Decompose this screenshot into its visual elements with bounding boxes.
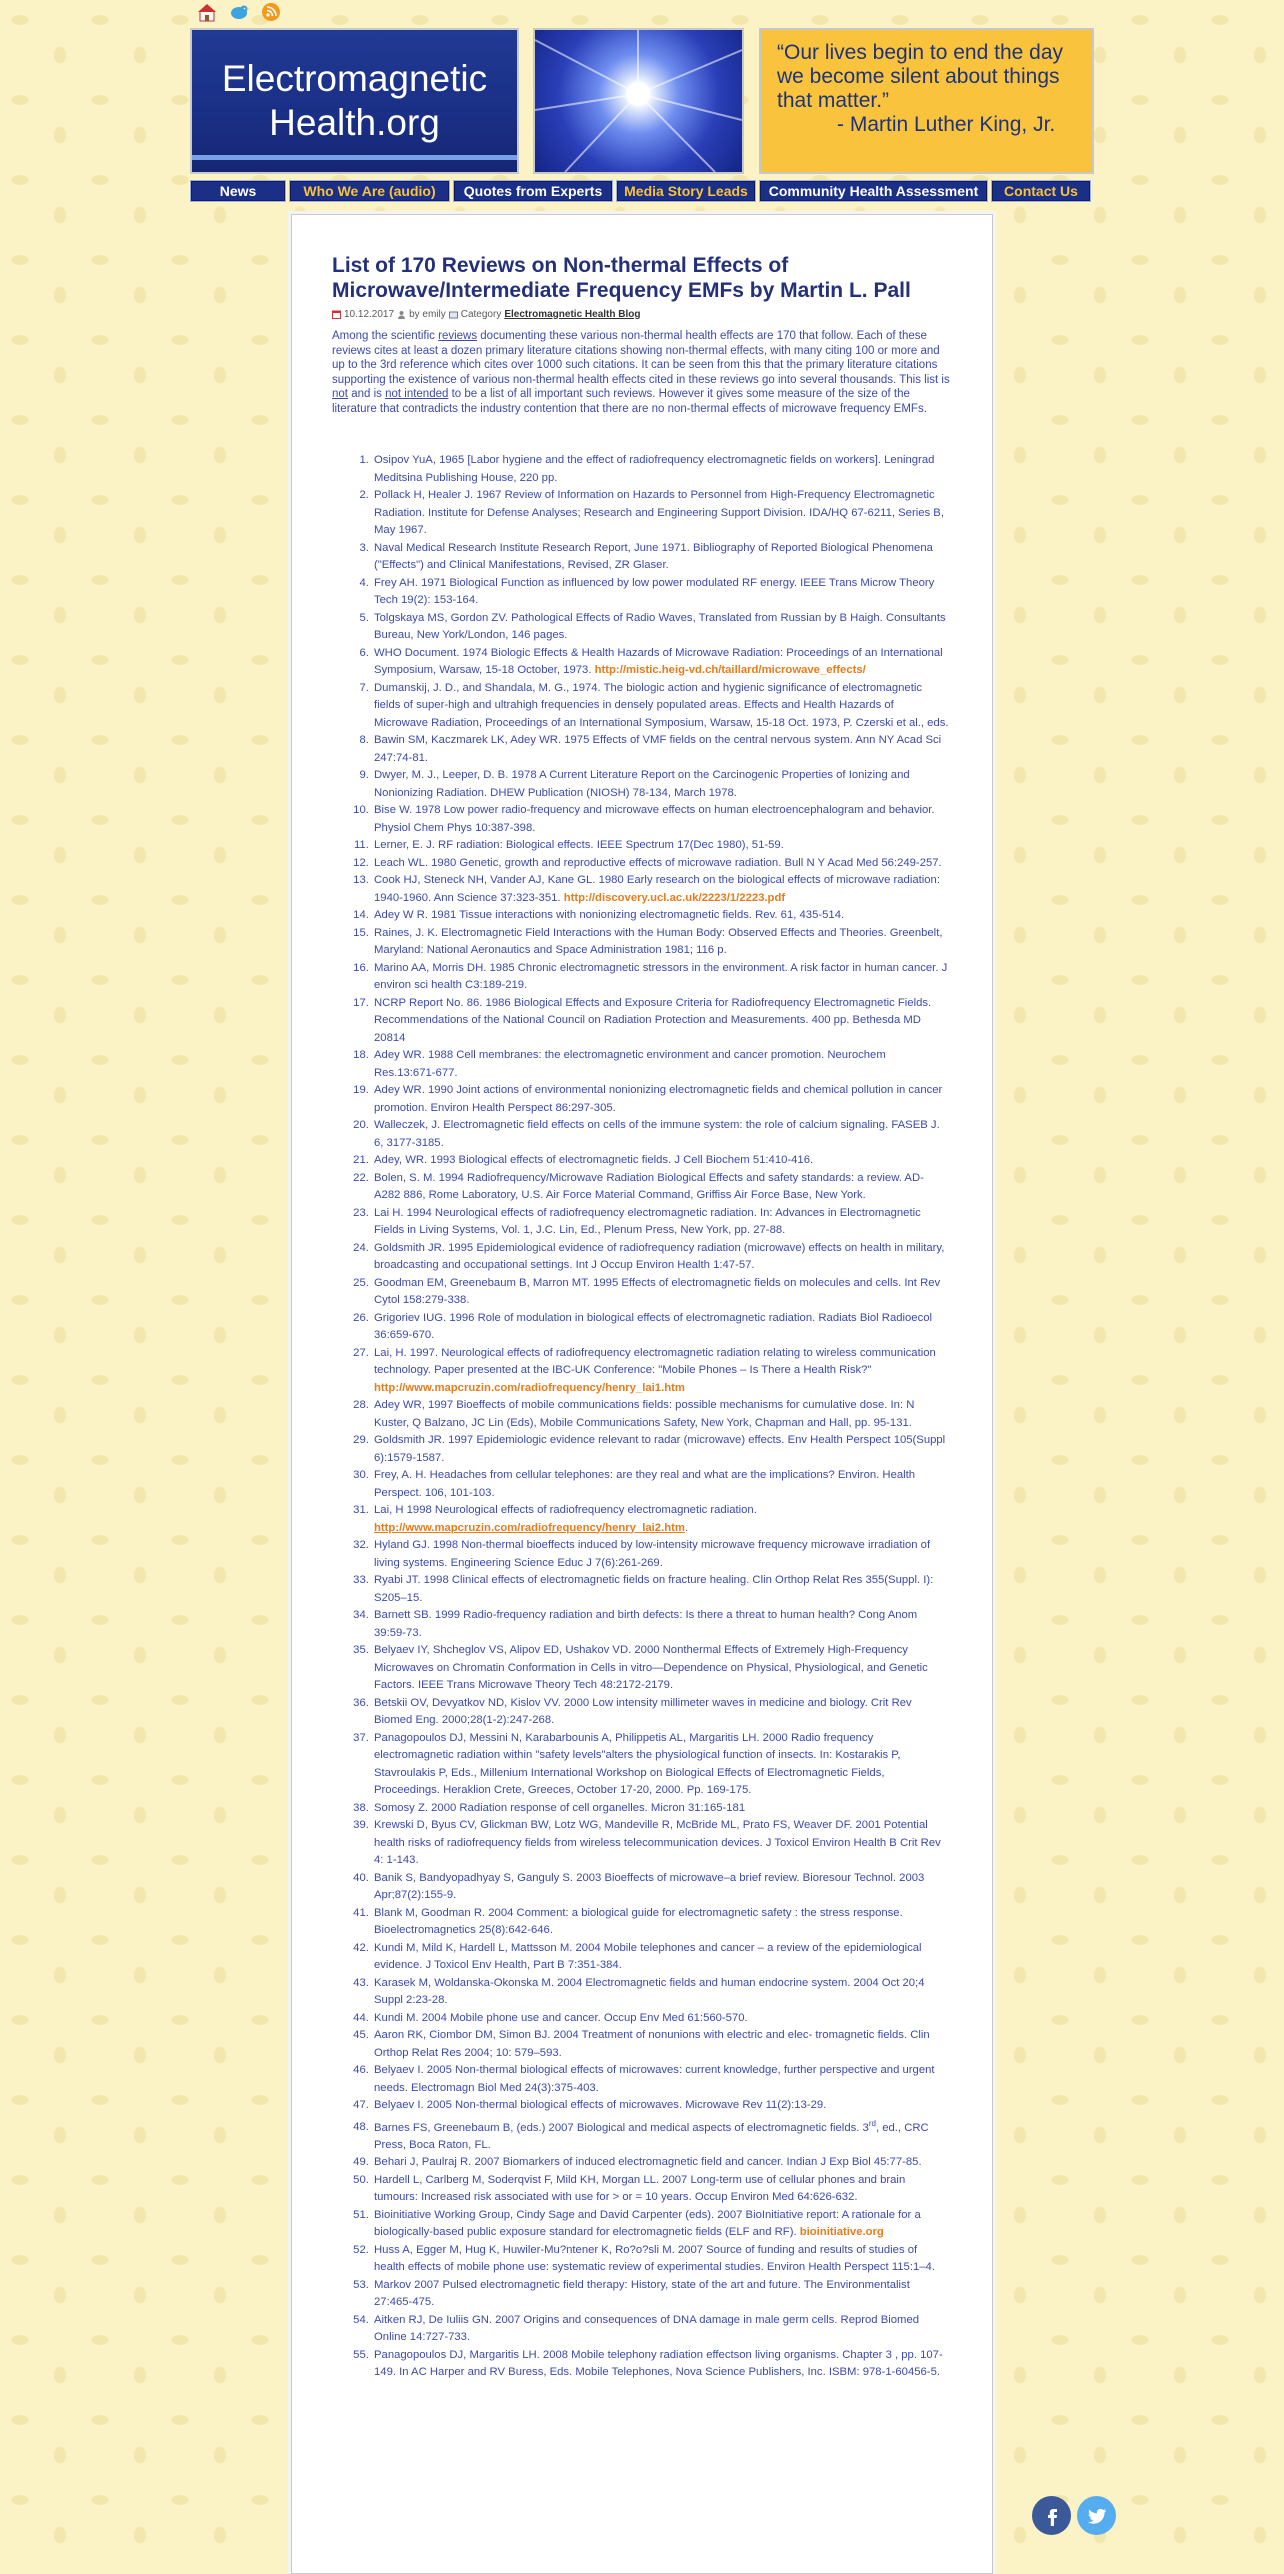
reference-item <box>372 1607 950 1642</box>
reference-text: Barnes FS, Greenebaum B, (eds.) 2007 Biological and medical aspects of electromagnetic fields. 3 <box>374 2121 869 2134</box>
reference-text: Grigoriev IUG. 1996 Role of modulation in biological effects of electromagnetic radiation. Radiats Biol Radioecol 36:659-670. <box>374 1311 933 1341</box>
intro-text-b: documenting these various non-thermal health effects are 170 that follow. Each of these reviews cites at least a dozen primary literature citations showing non-thermal effects, with many citing 100 or more and up to the 3rd reference which cites over 1000 such citations. It can be seen from this that the primary literature citations supporting the existence of various non-thermal health effects cited in these reviews go into several thousands. This list is <box>332 330 950 386</box>
logo-line-2: Health.org <box>269 102 440 143</box>
reference-item <box>372 452 950 487</box>
reference-item <box>372 1817 950 1870</box>
twitter-bird-icon[interactable] <box>228 1 250 23</box>
intro-text-c: and is <box>348 388 386 400</box>
reference-list <box>332 452 950 2382</box>
reference-text: Dwyer, M. J., Leeper, D. B. 1978 A Current Literature Report on the Carcinogenic Properties of Ionizing and Nonionizing Radiation. DHEW Publication (NIOSH) 78-134, March 1978. <box>374 769 910 799</box>
reference-item <box>372 1152 950 1170</box>
nav-who-we-are[interactable]: Who We Are (audio) <box>289 180 450 202</box>
reference-text: Belyaev I. 2005 Non-thermal biological effects of microwaves: current knowledge, further perspective and urgent needs. Electromagn Biol Med 24(3):375-403. <box>374 2064 935 2094</box>
reference-item <box>372 645 950 680</box>
reference-text: Kundi M. 2004 Mobile phone use and cancer. Occup Env Med 61:560-570. <box>374 2011 748 2024</box>
reference-text: Raines, J. K. Electromagnetic Field Interactions with the Human Body: Observed Effects and Theories. Greenbelt, Maryland: National Aeronautics and Space Administration 1981; 116 p. <box>374 926 943 956</box>
reference-text: Adey WR, 1997 Bioeffects of mobile communications fields: possible mechanisms for cumulative dose. In: N Kuster, Q Balzano, JC Lin (Eds), Mobile Communications Safety, New York, Chapman and Hall, pp. 95-131. <box>374 1399 915 1429</box>
reference-item <box>372 1240 950 1275</box>
intro-reviews-link[interactable]: reviews <box>438 330 478 342</box>
reference-text: Lai, H. 1997. Neurological effects of radiofrequency electromagnetic radiation relating to wireless communication technology. Paper presented at the IBC-UK Conference: "Mobile Phones – Is There a Health Risk?" <box>374 1346 936 1376</box>
reference-item <box>372 2010 950 2028</box>
reference-text: Behari J, Paulraj R. 2007 Biomarkers of induced electromagnetic field and cancer. Indian J Exp Biol 45:77-85. <box>374 2156 922 2169</box>
site-logo[interactable] <box>190 28 519 174</box>
reference-item <box>372 802 950 837</box>
reference-text: Adey W R. 1981 Tissue interactions with nonionizing electromagnetic fields. Rev. 61, 435-514. <box>374 909 845 921</box>
reference-item <box>372 1345 950 1398</box>
reference-text: Hyland GJ. 1998 Non-thermal bioeffects induced by low-intensity microwave frequency microwave irradiation of living systems. Engineering Science Educ J 7(6):261-269. <box>374 1539 931 1569</box>
reference-text: Blank M, Goodman R. 2004 Comment: a biological guide for electromagnetic safety : the stress response. Bioelectromagnetics 25(8):642-646. <box>374 1906 903 1936</box>
reference-text: Lai H. 1994 Neurological effects of radiofrequency electromagnetic radiation. In: Advances in Electromagnetic Fields in Living Systems, Vol. 1, J.C. Lin, Ed., Plenum Press, New York, pp. 27-88. <box>374 1206 921 1236</box>
reference-text: Naval Medical Research Institute Research Report, June 1971. Bibliography of Reported Biological Phenomena ("Effects") and Clinical Manifestations, Revised, ZR Glaser. <box>374 541 933 571</box>
reference-item <box>372 1695 950 1730</box>
reference-text: Osipov YuA, 1965 [Labor hygiene and the effect of radiofrequency electromagnetic fields on workers]. Leningrad Meditsina Publishing House, 220 pp. <box>374 454 935 484</box>
reference-item <box>372 1502 950 1537</box>
reference-item <box>372 1047 950 1082</box>
reference-link[interactable]: bioinitiative.org <box>799 2226 884 2239</box>
reference-text: Barnett SB. 1999 Radio-frequency radiation and birth defects: Is there a threat to human health? Cong Anom 39:59-73. <box>374 1609 918 1639</box>
twitter-icon[interactable] <box>1077 2496 1116 2535</box>
reference-link[interactable]: http://mistic.heig-vd.ch/taillard/microwave_effects/ <box>594 664 866 676</box>
reference-text: Goldsmith JR. 1997 Epidemiologic evidence relevant to radar (microwave) effects. Env Health Perspect 105(Suppl 6):1579-1587. <box>374 1434 946 1464</box>
post-category-label: Category <box>460 308 502 320</box>
reference-item <box>372 1467 950 1502</box>
reference-text: Bioinitiative Working Group, Cindy Sage and David Carpenter (eds). 2007 BioInitiative report: A rationale for a biologically-based public exposure standard for electromagnetic fields (ELF and RF). <box>374 2208 921 2239</box>
reference-text: Markov 2007 Pulsed electromagnetic field therapy: History, state of the art and future. The Environmentalist 27:465-475. <box>374 2278 910 2309</box>
reference-text: WHO Document. 1974 Biologic Effects & Health Hazards of Microwave Radiation: Proceedings of an International Symposium, Warsaw, 15-18 October, 1973. <box>374 646 943 676</box>
sunlight-banner-image <box>533 28 744 174</box>
reference-text: Huss A, Egger M, Hug K, Huwiler-Mu?ntener K, Ro?o?sli M. 2007 Source of funding and results of studies of health effects of mobile phone use: systematic review of experimental studies. Environ Health Perspect 115:1–4. <box>374 2243 935 2274</box>
reference-text: Leach WL. 1980 Genetic, growth and reproductive effects of microwave radiation. Bull N Y Acad Med 56:249-257. <box>374 856 942 869</box>
reference-text: Frey AH. 1971 Biological Function as influenced by low power modulated RF energy. IEEE Trans Microw Theory Tech 19(2): 153-164. <box>374 576 935 606</box>
facebook-icon[interactable] <box>1032 2496 1071 2535</box>
reference-item <box>372 2242 950 2277</box>
reference-text: Betskii OV, Devyatkov ND, Kislov VV. 2000 Low intensity millimeter waves in medicine and biology. Crit Rev Biomed Eng. 2000;28(1-2):247-268. <box>374 1696 912 1726</box>
home-icon[interactable] <box>196 1 218 23</box>
intro-text-a: Among the scientific <box>332 330 439 342</box>
reference-text: Adey, WR. 1993 Biological effects of electromagnetic fields. J Cell Biochem 51:410-416. <box>374 1154 814 1166</box>
reference-text: Aitken RJ, De Iuliis GN. 2007 Origins and consequences of DNA damage in male germ cells. Reprod Biomed Online 14:727-733. <box>374 2313 920 2344</box>
reference-text: Frey, A. H. Headaches from cellular telephones: are they real and what are the implications? Environ. Health Perspect. 106, 101-103. <box>374 1469 916 1499</box>
reference-text: Tolgskaya MS, Gordon ZV. Pathological Effects of Radio Waves, Translated from Russian by B Haigh. Consultants Bureau, New York/London, 146 pages. <box>374 611 946 641</box>
post-title[interactable]: List of 170 Reviews on Non-thermal Effects of Microwave/Intermediate Frequency EMFs by Martin L. Pall <box>332 254 911 302</box>
reference-item <box>372 2277 950 2312</box>
reference-text: NCRP Report No. 86. 1986 Biological Effects and Exposure Criteria for Radiofrequency Electromagnetic Fields. Recommendations of the National Council on Radiation Protection and Measurements. 400 pp. Bethesda MD 20814 <box>374 996 932 1044</box>
reference-item <box>372 2115 950 2155</box>
reference-link[interactable]: http://www.mapcruzin.com/radiofrequency/henry_lai2.htm <box>374 1521 685 1534</box>
reference-text: Adey WR. 1990 Joint actions of environmental nonionizing electromagnetic fields and chemical pollution in cancer promotion. Environ Health Perspect 86:297-305. <box>374 1084 943 1114</box>
nav-community-health-assessment[interactable]: Community Health Assessment <box>759 180 988 202</box>
reference-text: Krewski D, Byus CV, Glickman BW, Lotz WG, Mandeville R, McBride ML, Prato FS, Weaver DF. 2001 Potential health risks of radiofrequency fields from wireless telecommunication devices. J Toxicol Environ Health B Crit Rev 4: 1-143. <box>374 1819 941 1866</box>
reference-text: Banik S, Bandyopadhyay S, Ganguly S. 2003 Bioeffects of microwave–a brief review. Bioresour Technol. 2003 Apr;87(2):155-9. <box>374 1871 925 1901</box>
quote-text: “Our lives begin to end the day we become silent about things that matter.” <box>777 41 1064 112</box>
reference-item <box>372 1082 950 1117</box>
reference-item <box>372 2347 950 2382</box>
reference-item <box>372 2097 950 2115</box>
reference-link[interactable]: http://www.mapcruzin.com/radiofrequency/henry_lai1.htm <box>374 1381 685 1394</box>
reference-item <box>372 960 950 995</box>
reference-text: Panagopoulos DJ, Margaritis LH. 2008 Mobile telephony radiation effectson living organisms. Chapter 3 , pp. 107-149. In AC Harper and RV Buress, Eds. Mobile Telephones, Nova Science Publishers, Inc. ISBM: 978-1-60456-5. <box>374 2348 943 2379</box>
reference-item <box>372 1572 950 1607</box>
post-meta <box>332 307 950 321</box>
reference-superscript: rd <box>868 2118 876 2128</box>
site-header <box>190 28 1094 174</box>
reference-text: Belyaev I. 2005 Non-thermal biological effects of microwaves. Microwave Rev 11(2):13-29. <box>374 2099 827 2111</box>
reference-text: Lerner, E. J. RF radiation: Biological effects. IEEE Spectrum 17(Dec 1980), 51-59. <box>374 839 784 851</box>
reference-item <box>372 907 950 925</box>
reference-item <box>372 2154 950 2172</box>
reference-item <box>372 2062 950 2097</box>
reference-text: Bawin SM, Kaczmarek LK, Adey WR. 1975 Effects of VMF fields on the central nervous system. Ann NY Acad Sci 247:74-81. <box>374 734 942 764</box>
reference-item <box>372 540 950 575</box>
reference-text: Pollack H, Healer J. 1967 Review of Information on Hazards to Personnel from High-Frequency Electromagnetic Radiation. Institute for Defense Analyses; Research and Engineering Support Division. IDA/HQ 67-6211, Series B, May 1967. <box>374 489 944 536</box>
reference-text: Panagopoulos DJ, Messini N, Karabarbounis A, Philippetis AL, Margaritis LH. 2000 Radio frequency electromagnetic radiation within "safety levels"alters the physiological function of insects. In: Kostarakis P, Stavroulakis P, Eds., Millenium International Workshop on Biological Effects of Electromagnetic Fields, Proceedings. Heraklion Crete, Greeces, October 17-20, 2000. Pp. 169-175. <box>374 1731 901 1796</box>
reference-item <box>372 1940 950 1975</box>
user-icon <box>397 310 406 319</box>
reference-item <box>372 1975 950 2010</box>
post-category-link[interactable]: Electromagnetic Health Blog <box>504 308 641 320</box>
reference-item <box>372 1870 950 1905</box>
folder-icon <box>449 310 458 319</box>
reference-item <box>372 925 950 960</box>
reference-item <box>372 1800 950 1818</box>
reference-item <box>372 732 950 767</box>
reference-item <box>372 1432 950 1467</box>
reference-text-tail: , ed., CRC Press, Boca Raton, FL. <box>374 2121 929 2151</box>
reference-text: Goldsmith JR. 1995 Epidemiological evidence of radiofrequency radiation (microwave) effects on health in military, broadcasting and occupational settings. Int J Occup Environ Health 1:47-57. <box>374 1241 945 1271</box>
reference-text: Walleczek, J. Electromagnetic field effects on cells of the immune system: the role of calcium signaling. FASEB J. 6, 3177-3185. <box>374 1119 940 1149</box>
reference-text: Somosy Z. 2000 Radiation response of cell organelles. Micron 31:165-181 <box>374 1801 746 1814</box>
reference-item <box>372 855 950 873</box>
reference-item <box>372 837 950 855</box>
reference-item <box>372 2172 950 2207</box>
top-icon-bar <box>196 0 282 24</box>
reference-item <box>372 1730 950 1800</box>
reference-item <box>372 1170 950 1205</box>
intro-not-intended: not intended <box>385 388 449 400</box>
reference-text: Bise W. 1978 Low power radio-frequency and microwave effects on human electroencephalogram and behavior. Physiol Chem Phys 10:387-398. <box>374 804 935 834</box>
reference-item <box>372 1117 950 1152</box>
reference-item <box>372 767 950 802</box>
reference-item <box>372 1537 950 1572</box>
reference-text: Ryabi JT. 1998 Clinical effects of electromagnetic fields on fracture healing. Clin Orthop Relat Res 355(Suppl. I): S205–15. <box>374 1574 934 1604</box>
reference-item <box>372 2312 950 2347</box>
quote-author: - Martin Luther King, Jr. <box>837 113 1056 136</box>
calendar-icon <box>332 310 341 319</box>
reference-item <box>372 575 950 610</box>
rss-icon[interactable] <box>260 1 282 23</box>
post-intro <box>332 329 950 416</box>
reference-text-tail: . <box>684 1521 689 1534</box>
nav-quotes-from-experts[interactable]: Quotes from Experts <box>453 180 613 202</box>
reference-item <box>372 1642 950 1695</box>
nav-contact-us[interactable]: Contact Us <box>991 180 1091 202</box>
nav-news[interactable]: News <box>190 180 286 202</box>
mlk-quote-banner <box>759 28 1094 174</box>
post-author: by emily <box>409 308 446 320</box>
reference-text: Goodman EM, Greenebaum B, Marron MT. 1995 Effects of electromagnetic fields on molecules and cells. Int Rev Cytol 158:279-338. <box>374 1276 941 1306</box>
reference-text: Bolen, S. M. 1994 Radiofrequency/Microwave Radiation Biological Effects and safety standards: a review. AD-A282 886, Rome Laboratory, U.S. Air Force Material Command, Griffiss Air Force Base, New York. <box>374 1171 924 1201</box>
reference-text: Belyaev IY, Shcheglov VS, Alipov ED, Ushakov VD. 2000 Nonthermal Effects of Extremely High-Frequency Microwaves on Chromatin Conformation in Cells in vitro—Dependence on Physical, Physiological, and Genetic Factors. IEEE Trans Microwave Theory Tech 48:2172-2179. <box>374 1644 928 1691</box>
reference-text: Adey WR. 1988 Cell membranes: the electromagnetic environment and cancer promotion. Neurochem Res.13:671-677. <box>374 1049 886 1079</box>
reference-item <box>372 995 950 1048</box>
content-panel <box>291 214 993 2574</box>
reference-item <box>372 1397 950 1432</box>
reference-link[interactable]: http://discovery.ucl.ac.uk/2223/1/2223.pdf <box>563 891 786 904</box>
reference-text: Lai, H 1998 Neurological effects of radiofrequency electromagnetic radiation. <box>374 1504 757 1516</box>
reference-item <box>372 2027 950 2062</box>
post-date: 10.12.2017 <box>344 308 395 320</box>
reference-text: Kundi M, Mild K, Hardell L, Mattsson M. 2004 Mobile telephones and cancer – a review of the epidemiological evidence. J Toxicol Env Health, Part B 7:351-384. <box>374 1941 922 1971</box>
logo-line-1: Electromagnetic <box>221 58 488 99</box>
social-share-bar <box>1032 2496 1116 2535</box>
reference-text: Marino AA, Morris DH. 1985 Chronic electromagnetic stressors in the environment. A risk factor in human cancer. J environ sci health C3:189-219. <box>374 961 948 991</box>
reference-item <box>372 1310 950 1345</box>
reference-item <box>372 872 950 907</box>
reference-item <box>372 1275 950 1310</box>
logo-stripe <box>192 155 517 160</box>
reference-text: Cook HJ, Steneck NH, Vander AJ, Kane GL. 1980 Early research on the biological effects of microwave radiation: 1940-1960. Ann Science 37:323-351. <box>374 874 940 904</box>
reference-text: Karasek M, Woldanska-Okonska M. 2004 Electromagnetic fields and human endocrine system. 2004 Oct 20;4 Suppl 2:23-28. <box>374 1976 925 2006</box>
reference-text: Hardell L, Carlberg M, Soderqvist F, Mild KH, Morgan LL. 2007 Long-term use of cellular phones and brain tumours: Increased risk associated with use for > or = 10 years. Occup Environ Med 64:626-632. <box>374 2173 906 2204</box>
main-navigation <box>190 180 1094 202</box>
reference-item <box>372 2207 950 2242</box>
reference-item <box>372 1905 950 1940</box>
reference-item <box>372 1205 950 1240</box>
nav-media-story-leads[interactable]: Media Story Leads <box>616 180 756 202</box>
reference-text: Aaron RK, Ciombor DM, Simon BJ. 2004 Treatment of nonunions with electric and elec- tromagnetic fields. Clin Orthop Relat Res 2004; 10: 579–593. <box>374 2029 930 2059</box>
intro-text-d: to be a list of all important such reviews. However it gives some measure of the size of the literature that contradicts the industry contention that there are no non-thermal effects of microwave frequency EMFs. <box>332 388 927 415</box>
intro-not: not <box>332 388 348 400</box>
reference-text: Dumanskij, J. D., and Shandala, M. G., 1974. The biologic action and hygienic significance of electromagnetic fields of super-high and ultrahigh frequencies in densely populated areas. Effects and Health Hazards of Microwave Radiation, Proceedings of an International Symposium, Warsaw, 15-18 Oct. 1973, P. Czerski et al., eds. <box>374 681 949 729</box>
reference-item <box>372 610 950 645</box>
reference-item <box>372 680 950 733</box>
blog-post <box>332 253 950 2382</box>
reference-item <box>372 487 950 540</box>
